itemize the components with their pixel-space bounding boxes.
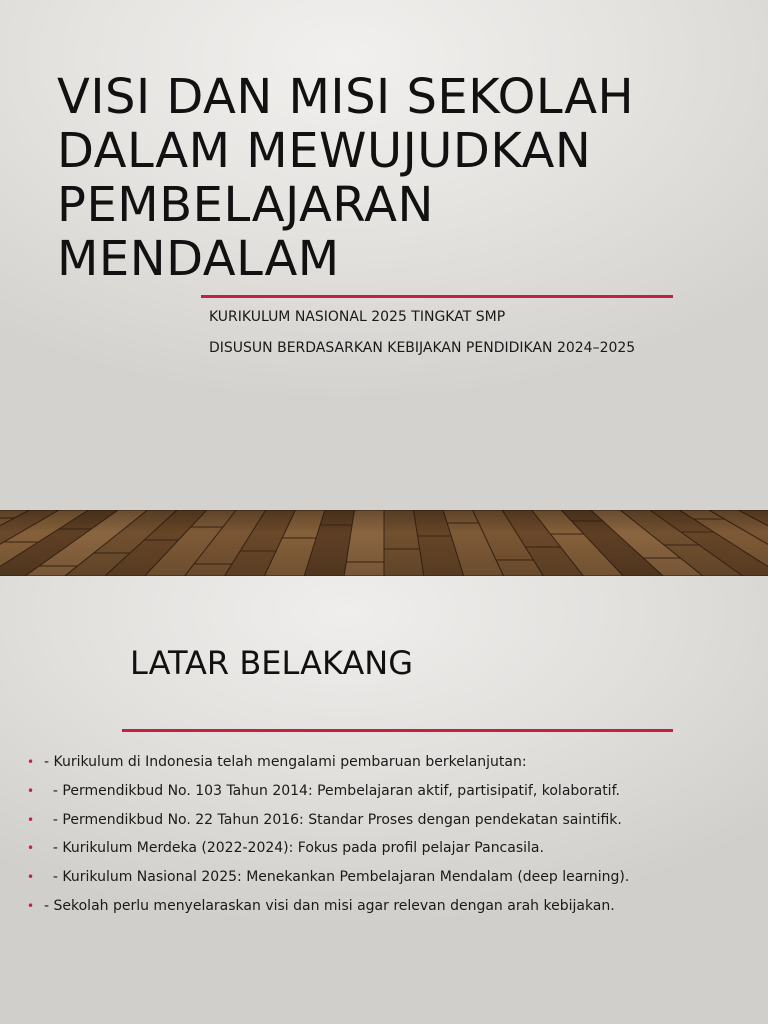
title-line: PEMBELAJARAN <box>57 177 434 233</box>
bullet-text: - Kurikulum Merdeka (2022-2024): Fokus pada profil pelajar Pancasila. <box>44 840 544 857</box>
bullet-text: - Sekolah perlu menyelaraskan visi dan misi agar relevan dengan arah kebijakan. <box>44 897 615 914</box>
subtitle-policy: DISUSUN BERDASARKAN KEBIJAKAN PENDIDIKAN 2024–2025 <box>209 340 636 356</box>
title-line: VISI DAN MISI SEKOLAH <box>57 69 635 125</box>
accent-divider <box>122 729 673 732</box>
bullet-list <box>0 752 768 925</box>
list-item <box>0 781 768 810</box>
slide-title-heading <box>57 70 717 286</box>
section-heading: LATAR BELAKANG <box>130 644 413 682</box>
list-item <box>0 810 768 839</box>
list-item <box>0 838 768 867</box>
bullet-icon: • <box>27 841 35 856</box>
title-line: MENDALAM <box>57 231 340 287</box>
bullet-icon: • <box>27 812 35 827</box>
title-line: DALAM MEWUJUDKAN <box>57 123 592 179</box>
subtitle-curriculum: KURIKULUM NASIONAL 2025 TINGKAT SMP <box>209 309 506 325</box>
wood-floor-decoration <box>0 510 768 576</box>
bullet-icon: • <box>27 783 35 798</box>
bullet-text: - Kurikulum Nasional 2025: Menekankan Pembelajaran Mendalam (deep learning). <box>44 869 630 886</box>
bullet-text: - Permendikbud No. 103 Tahun 2014: Pembelajaran aktif, partisipatif, kolaboratif. <box>44 782 620 799</box>
bullet-text: - Kurikulum di Indonesia telah mengalami pembaruan berkelanjutan: <box>44 754 527 770</box>
bullet-icon: • <box>27 898 35 913</box>
bullet-text: - Permendikbud No. 22 Tahun 2016: Standar Proses dengan pendekatan saintifik. <box>44 811 622 828</box>
list-item <box>0 896 768 925</box>
slide-background <box>0 576 768 1024</box>
bullet-icon: • <box>27 870 35 885</box>
list-item <box>0 867 768 896</box>
bullet-icon: • <box>27 755 35 769</box>
list-item <box>0 752 768 781</box>
accent-divider <box>201 295 673 298</box>
